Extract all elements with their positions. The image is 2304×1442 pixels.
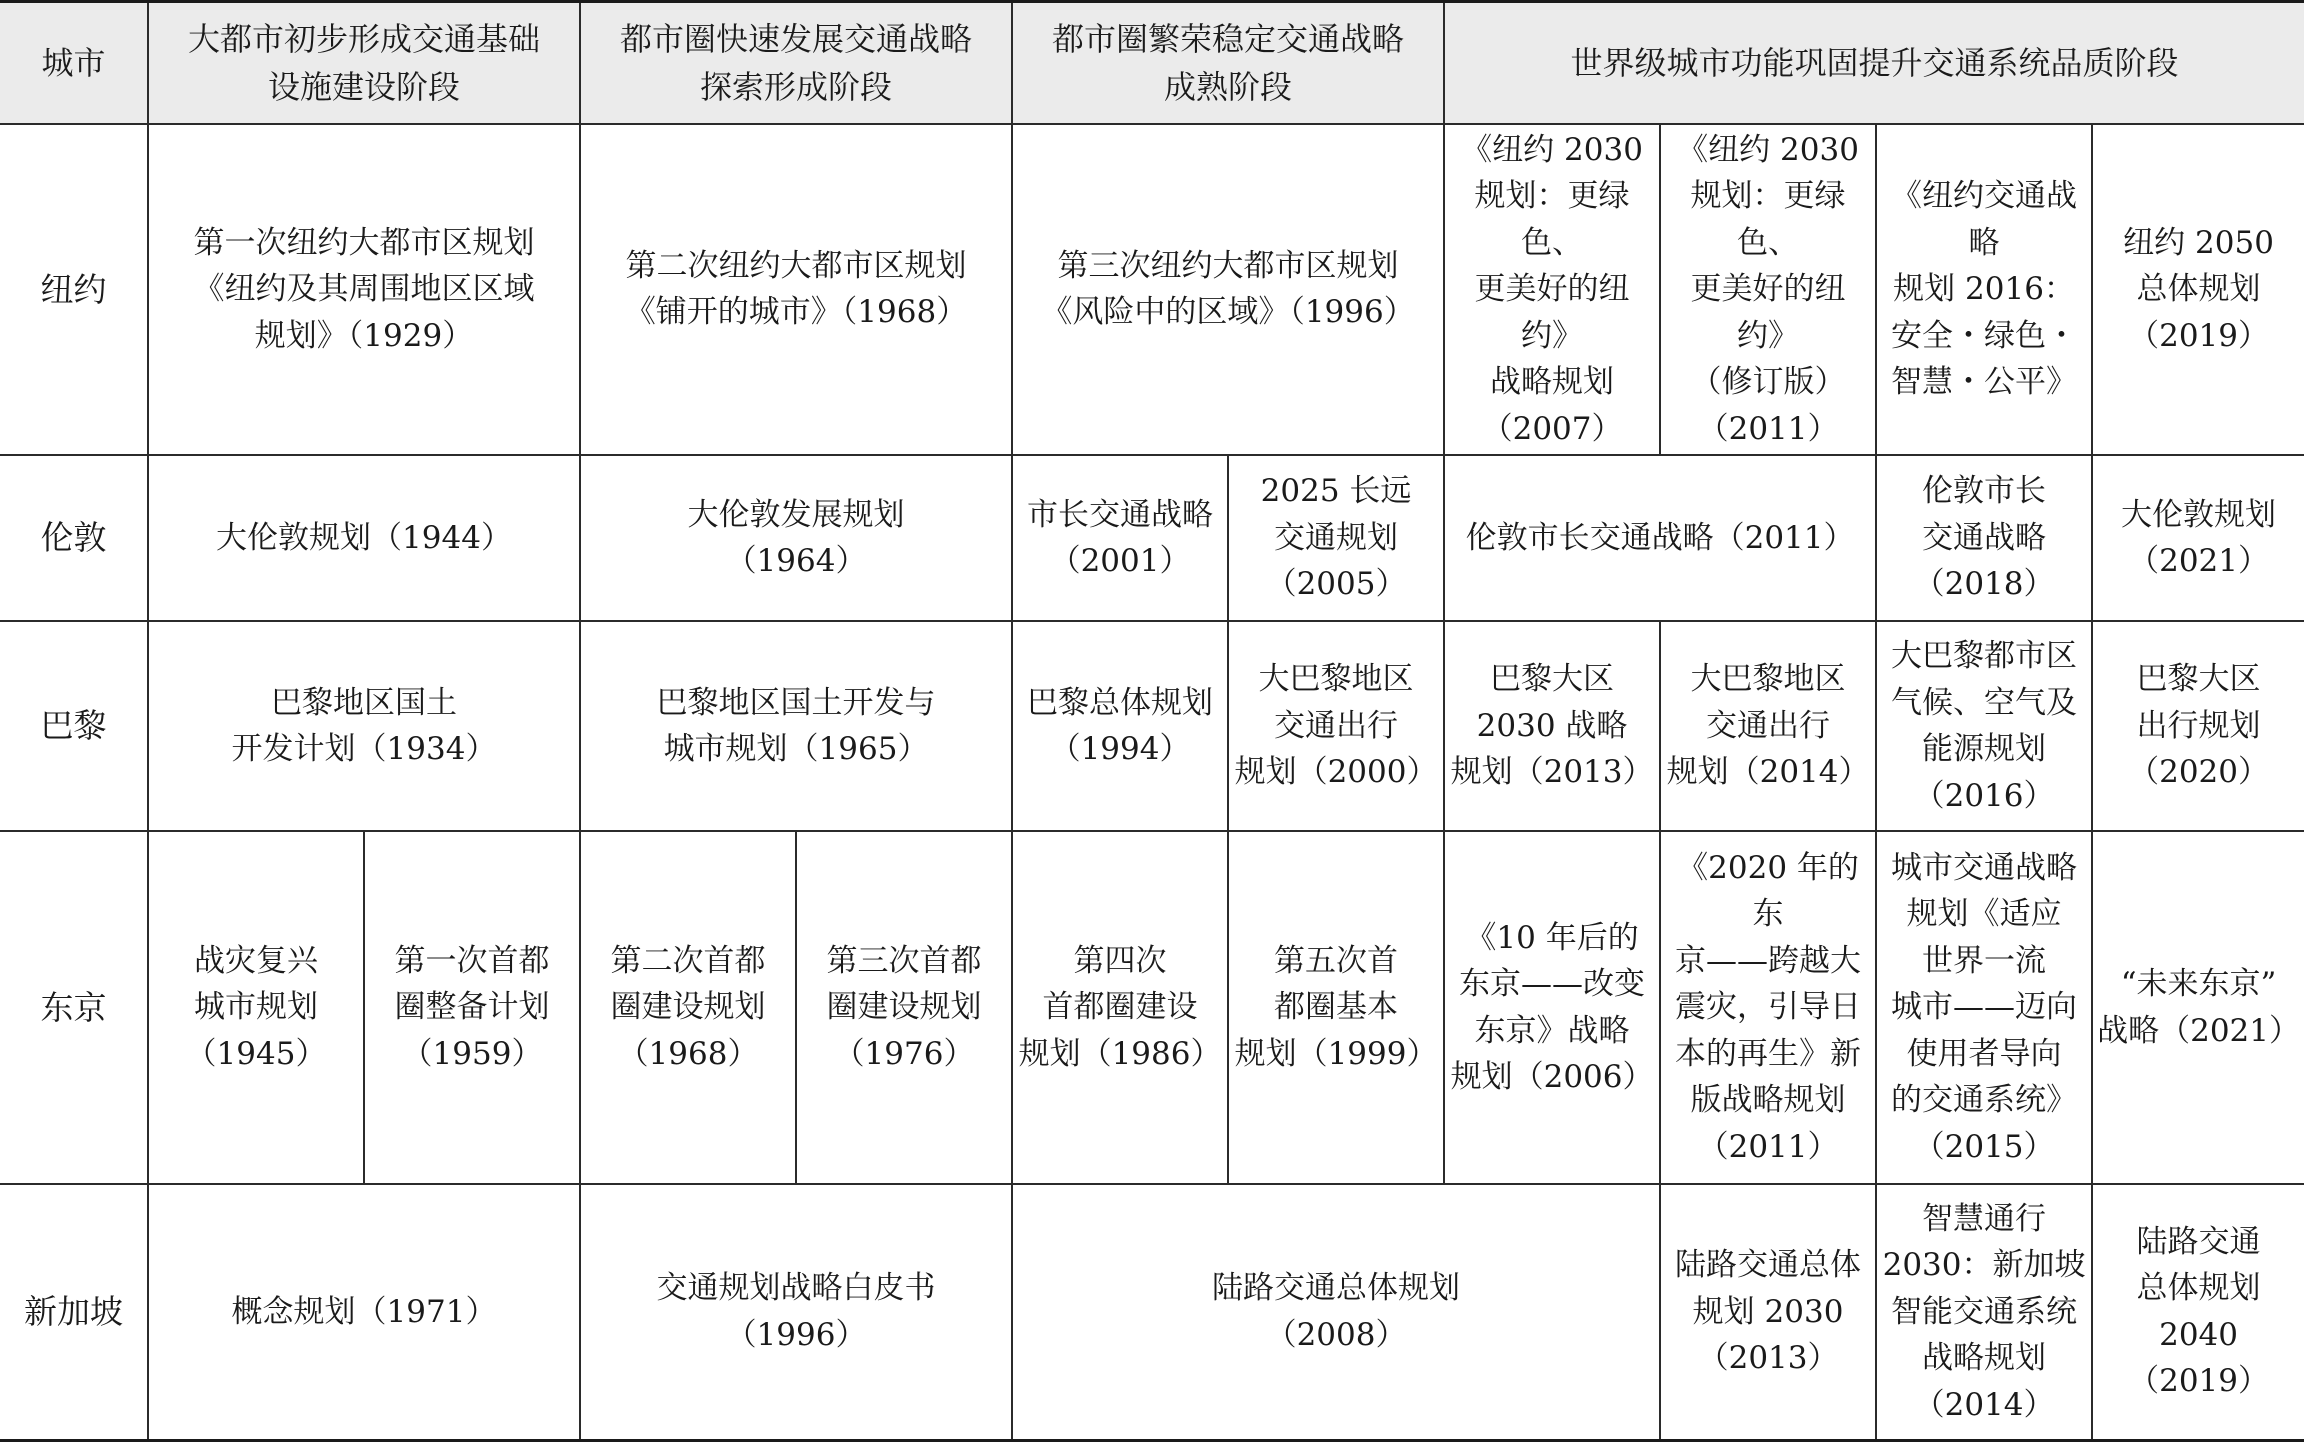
- cell-london-stage-1: 大伦敦规划（1944）: [148, 455, 580, 621]
- cell-new-york-stage-3: 第三次纽约大都市区规划 《风险中的区域》（1996）: [1012, 124, 1444, 456]
- city-new-york: 纽约: [0, 124, 148, 456]
- cell-new-york-stage-4c: 《纽约交通战略 规划 2016： 安全・绿色・ 智慧・公平》: [1876, 124, 2092, 456]
- cell-singapore-stage-2: 交通规划战略白皮书 （1996）: [580, 1184, 1012, 1440]
- city-paris: 巴黎: [0, 621, 148, 831]
- cell-paris-stage-4b: 大巴黎地区 交通出行 规划（2014）: [1660, 621, 1876, 831]
- cell-singapore-stage-3: 陆路交通总体规划 （2008）: [1012, 1184, 1660, 1440]
- city-tokyo: 东京: [0, 831, 148, 1184]
- cell-paris-stage-1: 巴黎地区国土 开发计划（1934）: [148, 621, 580, 831]
- cell-tokyo-stage-1b: 第一次首都 圈整备计划 （1959）: [364, 831, 580, 1184]
- cell-singapore-stage-4a: 陆路交通总体 规划 2030 （2013）: [1660, 1184, 1876, 1440]
- table-row-paris: [0, 621, 2304, 831]
- cell-london-stage-4b: 伦敦市长 交通战略 （2018）: [1876, 455, 2092, 621]
- table-row-tokyo: [0, 831, 2304, 1184]
- cell-singapore-stage-4c: 陆路交通 总体规划 2040（2019）: [2092, 1184, 2304, 1440]
- header-stage-4: 世界级城市功能巩固提升交通系统品质阶段: [1444, 2, 2304, 124]
- cell-new-york-stage-4b: 《纽约 2030 规划：更绿色、 更美好的纽约》 （修订版） （2011）: [1660, 124, 1876, 456]
- cell-london-stage-3b: 2025 长远 交通规划 （2005）: [1228, 455, 1444, 621]
- cell-singapore-stage-1: 概念规划（1971）: [148, 1184, 580, 1440]
- cell-london-stage-4a: 伦敦市长交通战略（2011）: [1444, 455, 1876, 621]
- cell-new-york-stage-4a: 《纽约 2030 规划：更绿色、 更美好的纽约》 战略规划 （2007）: [1444, 124, 1660, 456]
- cell-paris-stage-2: 巴黎地区国土开发与 城市规划（1965）: [580, 621, 1012, 831]
- cell-paris-stage-4c: 大巴黎都市区 气候、空气及 能源规划 （2016）: [1876, 621, 2092, 831]
- cell-london-stage-4c: 大伦敦规划 （2021）: [2092, 455, 2304, 621]
- cell-new-york-stage-1: 第一次纽约大都市区规划 《纽约及其周围地区区域 规划》（1929）: [148, 124, 580, 456]
- header-stage-3: 都市圈繁荣稳定交通战略 成熟阶段: [1012, 2, 1444, 124]
- header-row: [0, 2, 2304, 124]
- cell-paris-stage-4a: 巴黎大区 2030 战略 规划（2013）: [1444, 621, 1660, 831]
- cell-singapore-stage-4b: 智慧通行 2030：新加坡 智能交通系统 战略规划 （2014）: [1876, 1184, 2092, 1440]
- cell-tokyo-stage-2b: 第三次首都 圈建设规划 （1976）: [796, 831, 1012, 1184]
- cell-tokyo-stage-4d: “未来东京” 战略（2021）: [2092, 831, 2304, 1184]
- cell-tokyo-stage-1a: 战灾复兴 城市规划 （1945）: [148, 831, 364, 1184]
- table-row-london: [0, 455, 2304, 621]
- cell-paris-stage-3b: 大巴黎地区 交通出行 规划（2000）: [1228, 621, 1444, 831]
- cell-paris-stage-3a: 巴黎总体规划 （1994）: [1012, 621, 1228, 831]
- cell-tokyo-stage-4a: 《10 年后的 东京——改变 东京》战略 规划（2006）: [1444, 831, 1660, 1184]
- city-singapore: 新加坡: [0, 1184, 148, 1440]
- header-city: 城市: [0, 2, 148, 124]
- cell-tokyo-stage-3b: 第五次首 都圈基本 规划（1999）: [1228, 831, 1444, 1184]
- cell-tokyo-stage-3a: 第四次 首都圈建设 规划（1986）: [1012, 831, 1228, 1184]
- table-row-new-york: [0, 124, 2304, 456]
- header-stage-1: 大都市初步形成交通基础 设施建设阶段: [148, 2, 580, 124]
- cell-tokyo-stage-4b: 《2020 年的东 京——跨越大 震灾，引导日 本的再生》新 版战略规划 （2011）: [1660, 831, 1876, 1184]
- table-row-singapore: [0, 1184, 2304, 1440]
- cell-tokyo-stage-2a: 第二次首都 圈建设规划 （1968）: [580, 831, 796, 1184]
- cell-tokyo-stage-4c: 城市交通战略 规划《适应 世界一流 城市——迈向 使用者导向 的交通系统》 （2015）: [1876, 831, 2092, 1184]
- cell-london-stage-3a: 市长交通战略 （2001）: [1012, 455, 1228, 621]
- cell-new-york-stage-2: 第二次纽约大都市区规划 《铺开的城市》（1968）: [580, 124, 1012, 456]
- cell-new-york-stage-4d: 纽约 2050 总体规划 （2019）: [2092, 124, 2304, 456]
- cell-paris-stage-4d: 巴黎大区 出行规划 （2020）: [2092, 621, 2304, 831]
- header-stage-2: 都市圈快速发展交通战略 探索形成阶段: [580, 2, 1012, 124]
- cell-london-stage-2: 大伦敦发展规划 （1964）: [580, 455, 1012, 621]
- city-london: 伦敦: [0, 455, 148, 621]
